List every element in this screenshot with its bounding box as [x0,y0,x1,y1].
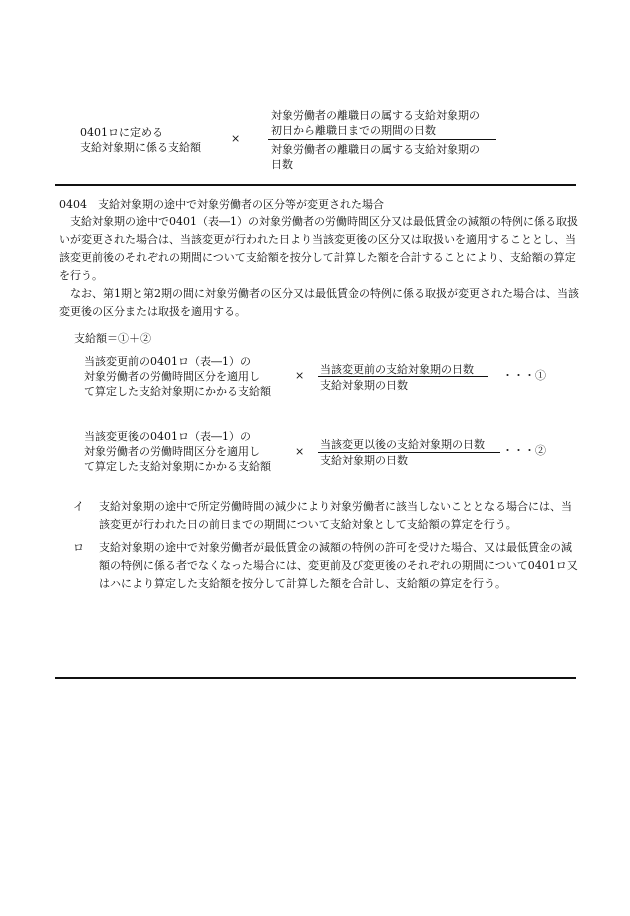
formula-1-times: × [295,369,305,382]
top-formula-times: × [231,132,241,145]
paragraph-2: なお、第1期と第2期の間に対象労働者の区分又は最低賃金の特例に係る取扱が変更された場合は、当該変更後の区分または取扱を適用する。 [59,287,579,318]
top-formula-numerator: 対象労働者の離職日の属する支給対象期の 初日から離職日までの期間の日数 [271,109,480,137]
formula-1-tag: ・・・① [502,369,546,382]
top-formula-denominator: 対象労働者の離職日の属する支給対象期の 日数 [271,143,480,171]
sum-formula: 支給額＝①＋② [74,332,151,345]
formula-2-denominator: 支給対象期の日数 [320,454,408,467]
item-i [73,498,579,534]
formula-2-times: × [295,445,305,458]
section-body [59,213,579,321]
top-formula-left: 0401ロに定める 支給対象期に係る支給額 [80,126,201,154]
item-i-marker: イ [73,500,84,513]
formula-2-tag: ・・・② [502,444,546,457]
section-heading: 0404 支給対象期の途中で対象労働者の区分等が変更された場合 [59,198,384,211]
formula-1-denominator: 支給対象期の日数 [320,379,408,392]
formula-2-left: 当該変更後の0401ロ（表―1）の 対象労働者の労働時間区分を適用し て算定した支給対象期にかかる支給額 [84,430,271,473]
item-i-text: 支給対象期の途中で所定労働時間の減少により対象労働者に該当しないこととなる場合には、当該変更が行われた日の前日までの期間について支給対象として支給額の算定を行う。 [99,500,572,531]
item-ro-text: 支給対象期の途中で対象労働者が最低賃金の減額の特例の許可を受けた場合、又は最低賃金の減額の特例に係る者でなくなった場合には、変更前及び変更後のそれぞれの期間について0401ロ又はハにより算定した支給額を按分して計算した額を合計し、支給額の算定を行う。 [99,541,578,590]
formula-1-fraction-line [318,376,488,377]
formula-1-left: 当該変更前の0401ロ（表―1）の 対象労働者の労働時間区分を適用し て算定した支給対象期にかかる支給額 [84,355,271,398]
section-divider-bottom [55,677,576,679]
top-formula-fraction-line [268,139,496,140]
item-ro [73,539,579,593]
formula-2-numerator: 当該変更以後の支給対象期の日数 [320,438,485,451]
formula-1-numerator: 当該変更前の支給対象期の日数 [320,363,474,376]
paragraph-1: 支給対象期の途中で0401（表―1）の対象労働者の労働時間区分又は最低賃金の減額の特例に係る取扱いが変更された場合は、当該変更が行われた日より当該変更後の区分又は取扱いを適用することとし、当該変更前後のそれぞれの期間について支給額を按分して計算した額を合計することにより、支給額の算定を行う。 [59,215,578,282]
section-divider-top [55,184,576,186]
item-ro-marker: ロ [73,541,84,554]
